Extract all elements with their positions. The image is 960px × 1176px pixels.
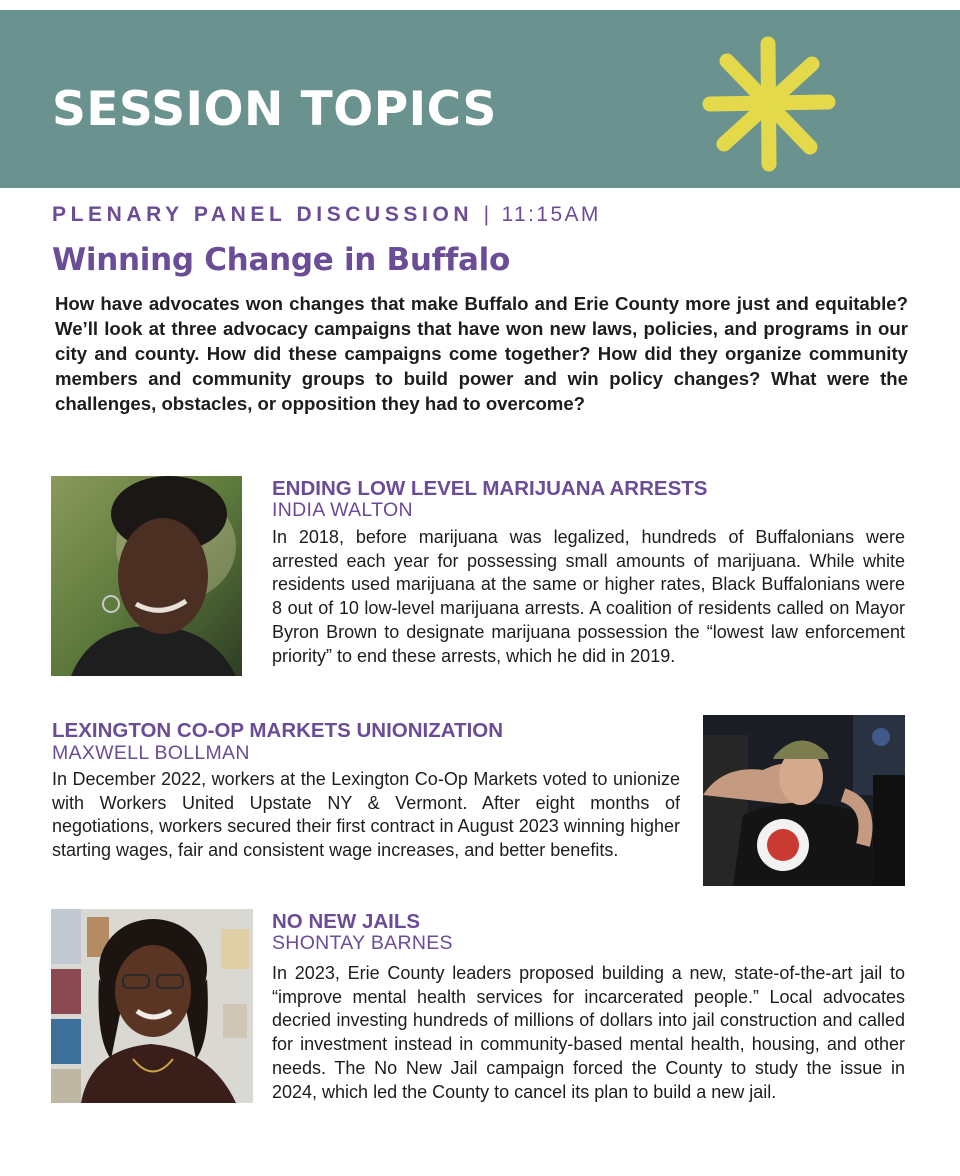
topic-body-marijuana: In 2018, before marijuana was legalized, hundreds of Buffalonians were arrested each year for possessing small amounts of marijuana. While white residents used marijuana at the same or higher rates, Black Buffalonians were 8 out of 10 low-level marijuana arrests. A coalition of residents called on Mayor Byron Brown to designate marijuana possession the “lowest law enforcement priority” to end these arrests, which he did in 2019.	[272, 527, 905, 666]
topic-title-jails: NO NEW JAILS	[272, 910, 421, 933]
header-banner	[0, 10, 960, 188]
session-description: How have advocates won changes that make Buffalo and Erie County more just and equitable? We’ll look at three advocacy campaigns that have won new laws, policies, and programs in our city and county. How did these campaigns come together? How did they organize community members and community groups to build power and win policy changes? What were the challenges, obstacles, or opposition they had to overcome?	[55, 293, 908, 414]
asterisk-icon	[700, 34, 836, 174]
session-type: PLENARY PANEL DISCUSSION	[52, 203, 474, 226]
speaker-photo-india-walton	[51, 476, 242, 676]
topic-title-lexington: LEXINGTON CO-OP MARKETS UNIONIZATION	[52, 719, 504, 742]
topic-title-marijuana: ENDING LOW LEVEL MARIJUANA ARRESTS	[272, 477, 708, 500]
topic-speaker-walton: INDIA WALTON	[272, 499, 413, 521]
session-label	[52, 202, 601, 228]
separator: |	[483, 203, 492, 226]
speaker-photo-maxwell-bollman	[703, 715, 905, 886]
speaker-photo-shontay-barnes	[51, 909, 253, 1103]
topic-speaker-bollman: MAXWELL BOLLMAN	[52, 742, 250, 764]
page-title: SESSION TOPICS	[52, 82, 497, 137]
topic-speaker-barnes: SHONTAY BARNES	[272, 932, 453, 954]
session-time: 11:15AM	[501, 203, 601, 226]
topic-body-jails: In 2023, Erie County leaders proposed building a new, state-of-the-art jail to “improve mental health services for incarcerated people.” Local advocates decried investing hundreds of millions of dollars into jail construction and called for investment instead in community-based mental health, housing, and other needs. The No New Jail campaign forced the County to study the issue in 2024, which led the County to cancel its plan to build a new jail.	[272, 963, 905, 1102]
session-title: Winning Change in Buffalo	[52, 242, 510, 278]
topic-body-lexington: In December 2022, workers at the Lexington Co-Op Markets voted to unionize with Workers United Upstate NY & Vermont. After eight months of negotiations, workers secured their first contract in August 2023 winning higher starting wages, fair and consistent wage increases, and better benefits.	[52, 769, 680, 861]
